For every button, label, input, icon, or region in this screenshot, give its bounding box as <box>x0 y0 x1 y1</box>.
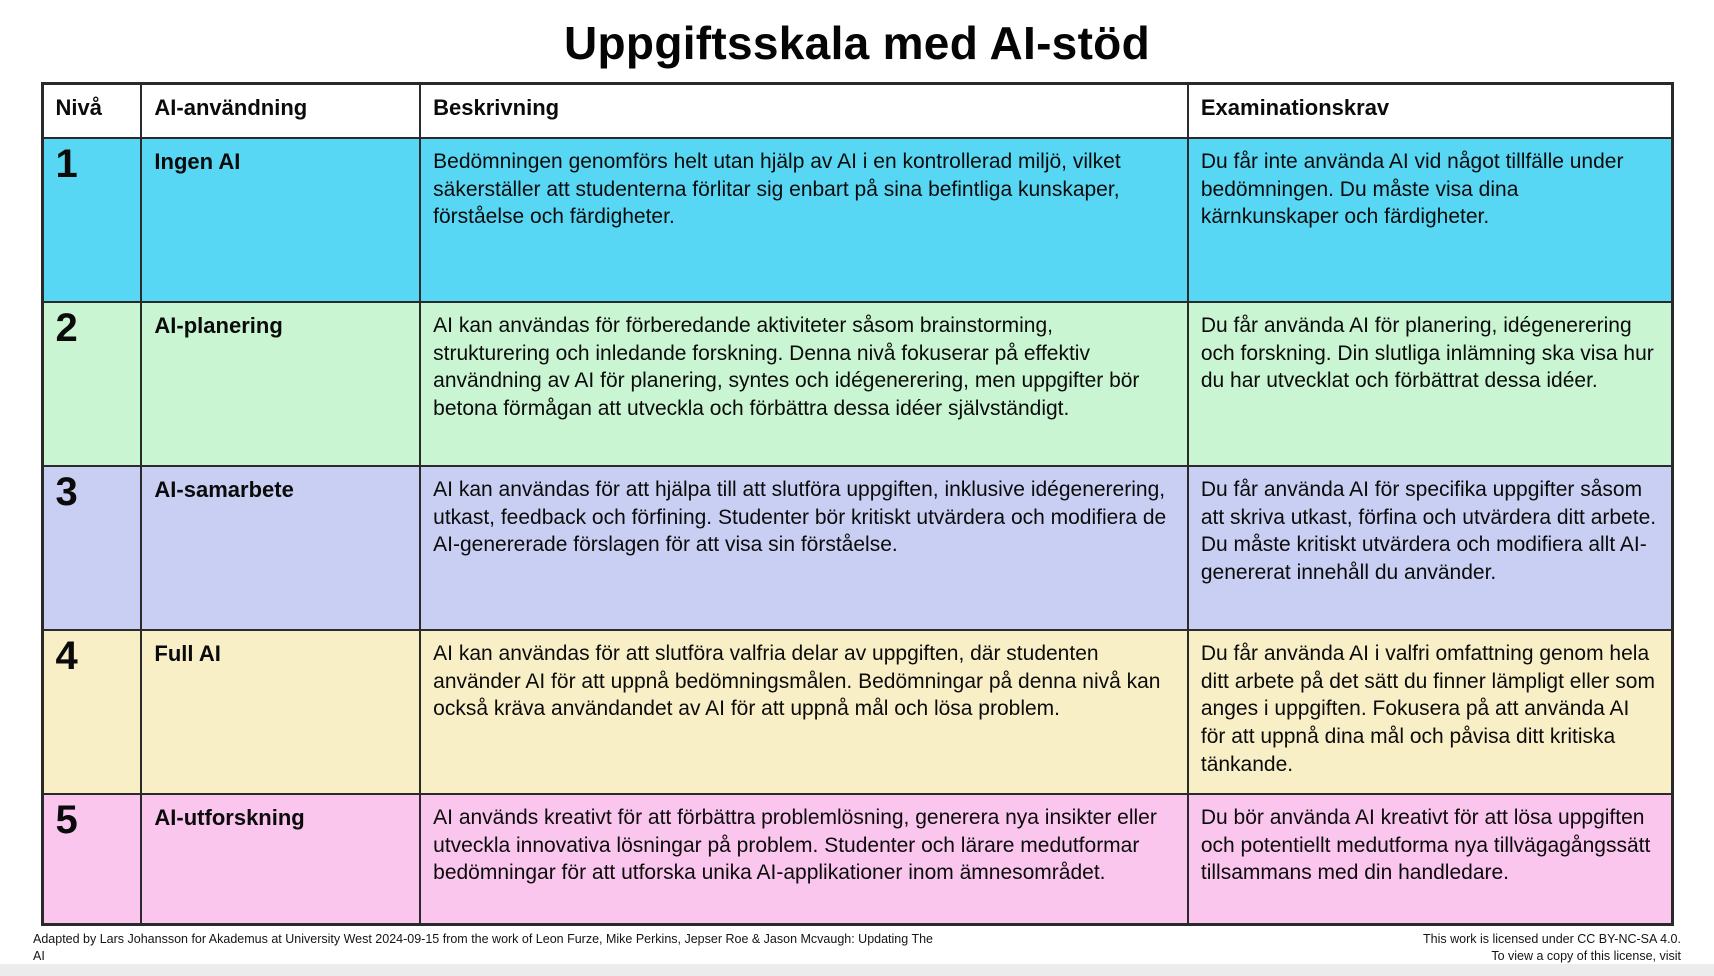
level-number: 4 <box>42 630 141 794</box>
requirement-text: Du bör använda AI kreativt för att lösa uppgiften och potentiellt medutforma nya tillvägagångssätt tillsammans med din handledare. <box>1188 794 1672 924</box>
header-row <box>42 84 1672 139</box>
level-number: 5 <box>42 794 141 924</box>
level-number: 2 <box>42 302 141 466</box>
page-title: Uppgiftsskala med AI-stöd <box>564 17 1150 69</box>
table-row-level-5 <box>42 794 1672 924</box>
description-text: Bedömningen genomförs helt utan hjälp av AI i en kontrollerad miljö, vilket säkerställer att studenterna förlitar sig enbart på sina befintliga kunskaper, förståelse och färdigheter. <box>420 138 1188 302</box>
table-row-level-3 <box>42 466 1672 630</box>
requirement-text: Du får inte använda AI vid något tillfälle under bedömningen. Du måste visa dina kärnkunskaper och färdigheter. <box>1188 138 1672 302</box>
description-text: AI kan användas för att slutföra valfria delar av uppgiften, där studenten använder AI för att uppnå bedömningsmålen. Bedömningar på denna nivå kan också kräva användandet av AI för att uppnå mål och lösa problem. <box>420 630 1188 794</box>
table-row-level-2 <box>42 302 1672 466</box>
usage-label: AI-utforskning <box>141 794 420 924</box>
ai-scale-table <box>41 82 1674 926</box>
usage-label: AI-planering <box>141 302 420 466</box>
header-requirement: Examinationskrav <box>1188 84 1672 139</box>
requirement-text: Du får använda AI för specifika uppgifter såsom att skriva utkast, förfina och utvärdera ditt arbete. Du måste kritiskt utvärdera och modifiera allt AI-genererat innehåll du använder. <box>1188 466 1672 630</box>
description-text: AI kan användas för förberedande aktiviteter såsom brainstorming, strukturering och inledande forskning. Denna nivå fokuserar på effektiv användning av AI för planering, syntes och idégenerering, men uppgifter bör betona förmågan att utveckla och förbättra dessa idéer självständigt. <box>420 302 1188 466</box>
bottom-edge-bar <box>0 964 1714 976</box>
usage-label: Ingen AI <box>141 138 420 302</box>
description-text: AI kan användas för att hjälpa till att slutföra uppgiften, inklusive idégenerering, utkast, feedback och förfining. Studenter bör kritiskt utvärdera och modifiera de AI-genererade förslagen för att visa sin förståelse. <box>420 466 1188 630</box>
attribution-line1: Adapted by Lars Johansson for Akademus at University West 2024-09-15 from the work of Leon Furze, Mike Perkins, Jepser Roe & Jason Mcvaugh: Updating The AI <box>33 931 933 963</box>
license-line2: To view a copy of this license, visit <box>1491 949 1681 963</box>
header-level: Nivå <box>42 84 141 139</box>
usage-label: AI-samarbete <box>141 466 420 630</box>
usage-label: Full AI <box>141 630 420 794</box>
requirement-text: Du får använda AI för planering, idégenerering och forskning. Din slutliga inlämning ska visa hur du har utvecklat och förbättrat dessa idéer. <box>1188 302 1672 466</box>
requirement-text: Du får använda AI i valfri omfattning genom hela ditt arbete på det sätt du finner lämpligt eller som anges i uppgiften. Fokusera på att använda AI för att uppnå dina mål och påvisa ditt kritiska tänkande. <box>1188 630 1672 794</box>
header-usage: AI-användning <box>141 84 420 139</box>
license-line1: This work is licensed under CC BY-NC-SA 4.0. <box>1423 931 1681 946</box>
table-row-level-4 <box>42 630 1672 794</box>
header-description: Beskrivning <box>420 84 1188 139</box>
table-row-level-1 <box>42 138 1672 302</box>
level-number: 3 <box>42 466 141 630</box>
level-number: 1 <box>42 138 141 302</box>
description-text: AI används kreativt för att förbättra problemlösning, generera nya insikter eller utveckla innovativa lösningar på problem. Studenter och lärare medutformar bedömningar för att utforska unika AI-applikationer inom ämnesområdet. <box>420 794 1188 924</box>
